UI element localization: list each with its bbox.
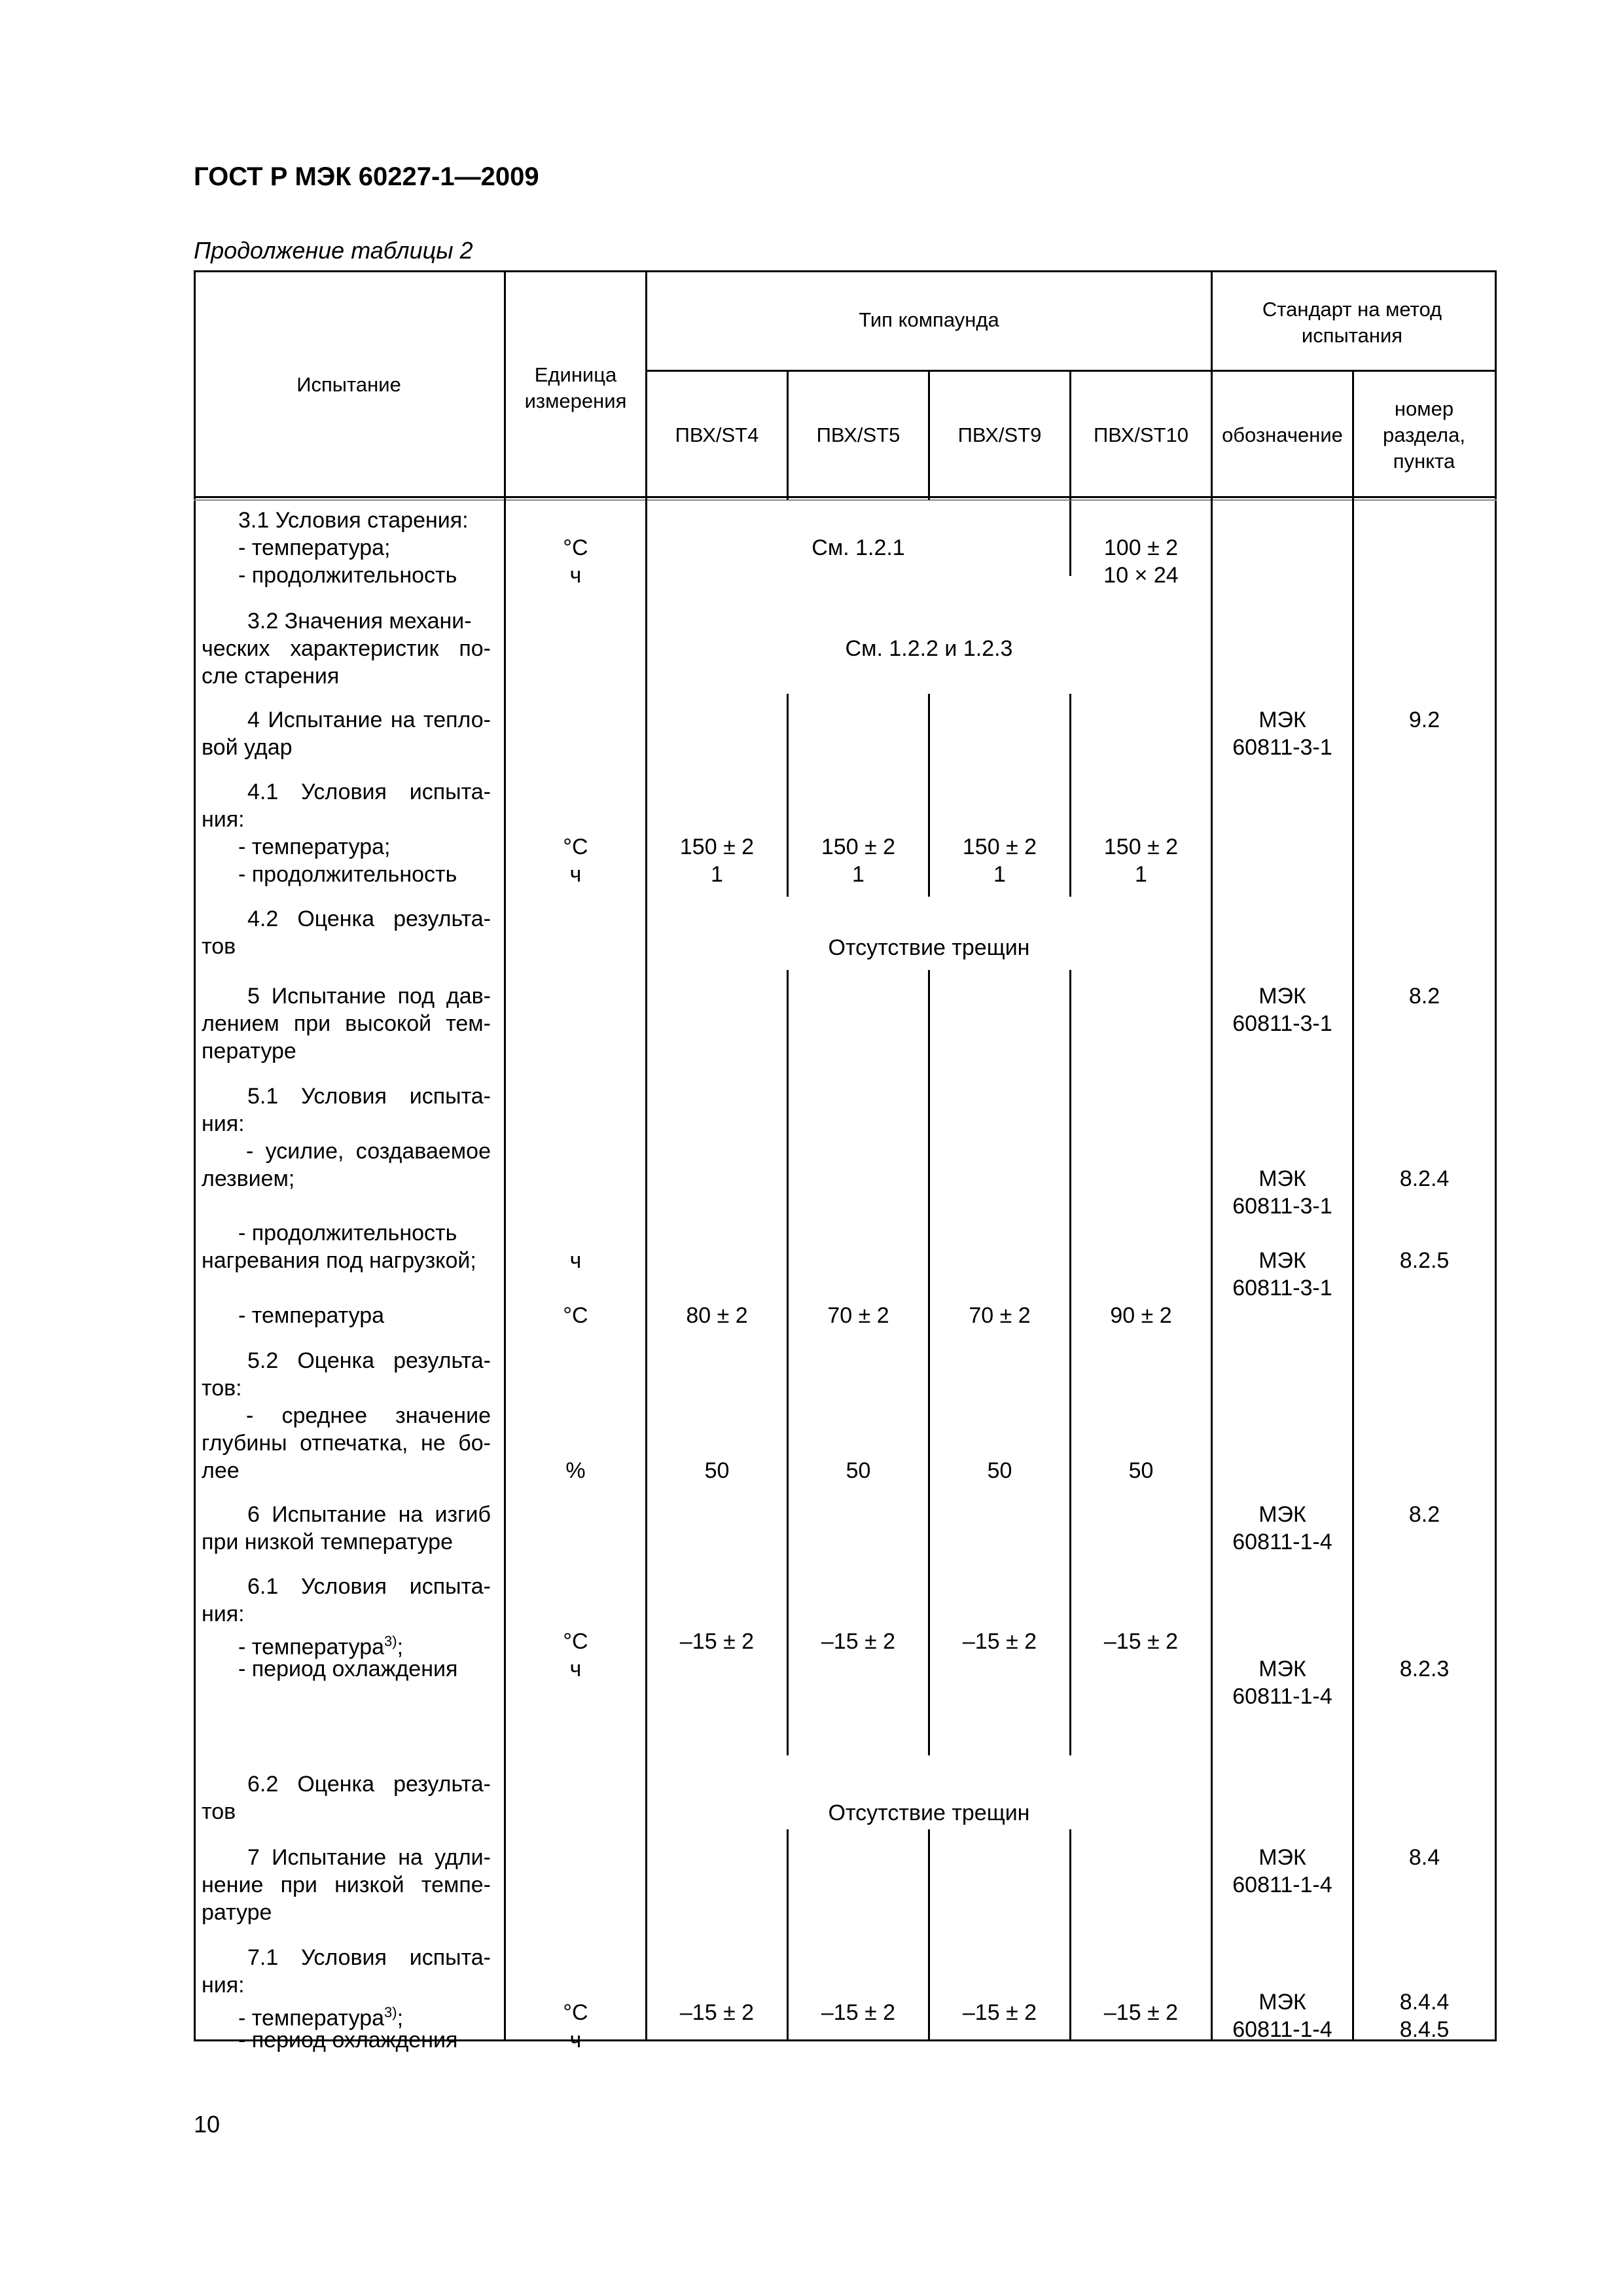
row-4-1-st5-temp: 150 ± 2 bbox=[821, 834, 896, 859]
row-5-1c-unit: °C bbox=[563, 1303, 588, 1328]
row-6-1-st9: –15 ± 2 bbox=[962, 1629, 1037, 1654]
row-6-1-temp-label: - температура bbox=[238, 1634, 385, 1660]
row-5-line3: пературе bbox=[202, 1039, 296, 1064]
row-7-1-st10: –15 ± 2 bbox=[1103, 2000, 1179, 2025]
row-7-std2: 60811-1-4 bbox=[1232, 1873, 1332, 1897]
row-6-2-line1: 6.2 Оценка результа- bbox=[247, 1772, 491, 1797]
row-6-1-st5: –15 ± 2 bbox=[821, 1629, 896, 1654]
row-5-std2: 60811-3-1 bbox=[1232, 1011, 1332, 1036]
row-7-1-st4: –15 ± 2 bbox=[679, 2000, 755, 2025]
row-6-1-unit-temp: °C bbox=[563, 1629, 588, 1654]
row-4-line1: 4 Испытание на тепло- bbox=[247, 708, 491, 732]
row-7-1-st9: –15 ± 2 bbox=[962, 2000, 1037, 2025]
row-3-1-dur: - продолжительность bbox=[238, 563, 457, 588]
row-5-section: 8.2 bbox=[1408, 984, 1440, 1009]
row-5-2-st10: 50 bbox=[1128, 1458, 1154, 1483]
row-6-2-span: Отсутствие трещин bbox=[828, 1801, 1030, 1825]
row-5-1c-st9: 70 ± 2 bbox=[969, 1303, 1031, 1328]
row-4-1-temp: - температура; bbox=[238, 834, 391, 859]
row-7-section: 8.4 bbox=[1408, 1845, 1440, 1870]
row-4-line2: вой удар bbox=[202, 735, 293, 760]
row-4-1-st10-temp: 150 ± 2 bbox=[1103, 834, 1179, 859]
row-7-line1: 7 Испытание на удли- bbox=[247, 1845, 491, 1870]
row-4-2-span: Отсутствие трещин bbox=[828, 935, 1030, 960]
header-test: Испытание bbox=[296, 373, 401, 396]
header-pvc-st10: ПВХ/ST10 bbox=[1094, 423, 1188, 446]
row-5-2-line1: 5.2 Оценка результа- bbox=[247, 1348, 491, 1373]
row-6-line1: 6 Испытание на изгиб bbox=[247, 1502, 491, 1527]
row-5-1c-st10: 90 ± 2 bbox=[1110, 1303, 1172, 1328]
table-border-top bbox=[194, 270, 1497, 272]
row-3-1-st10-temp: 100 ± 2 bbox=[1103, 535, 1179, 560]
row-3-1-span: См. 1.2.1 bbox=[812, 535, 905, 560]
row-5-line1: 5 Испытание под дав- bbox=[247, 984, 491, 1009]
header-method-standard: Стандарт на метод испытания bbox=[1262, 298, 1442, 347]
row-5-1b-section: 8.2.5 bbox=[1399, 1248, 1450, 1273]
row-6-1-section: 8.2.3 bbox=[1399, 1657, 1450, 1681]
row-6-1-line2: ния: bbox=[202, 1602, 245, 1626]
document-title: ГОСТ Р МЭК 60227-1—2009 bbox=[194, 162, 539, 191]
row-5-1-line2: ния: bbox=[202, 1111, 245, 1136]
row-3-2-span: См. 1.2.2 и 1.2.3 bbox=[845, 636, 1013, 661]
header-unit: Единица измерения bbox=[524, 363, 627, 412]
row-7-1-section1: 8.4.4 bbox=[1399, 1990, 1450, 2015]
row-4-std1: МЭК bbox=[1258, 708, 1306, 732]
row-5-2-st5: 50 bbox=[846, 1458, 871, 1483]
col-divider-section bbox=[1352, 370, 1354, 2041]
row-7-1-std2: 60811-1-4 bbox=[1232, 2017, 1332, 2042]
row-7-1-temp-label: - температура bbox=[238, 2005, 385, 2031]
row-5-1-line4: лезвием; bbox=[202, 1166, 295, 1191]
row-5-1-std1: МЭК bbox=[1258, 1166, 1306, 1191]
header-compound-type: Тип компаунда bbox=[859, 308, 999, 331]
row-7-1-line1: 7.1 Условия испыта- bbox=[247, 1945, 491, 1970]
row-5-2-st9: 50 bbox=[987, 1458, 1012, 1483]
row-4-1-unit-dur: ч bbox=[569, 862, 582, 887]
table-border-right bbox=[1495, 270, 1497, 2041]
row-3-1-title: 3.1 Условия старения: bbox=[238, 508, 469, 533]
header-designation: обозначение bbox=[1222, 423, 1343, 446]
row-5-1b-line1: - продолжительность bbox=[238, 1221, 457, 1246]
row-3-2-line1: 3.2 Значения механи- bbox=[247, 609, 472, 634]
row-7-line3: ратуре bbox=[202, 1900, 272, 1925]
row-6-1-cool: - период охлаждения bbox=[238, 1657, 458, 1681]
row-6-2-line2: тов bbox=[202, 1799, 236, 1824]
row-6-std2: 60811-1-4 bbox=[1232, 1530, 1332, 1554]
row-7-1-st5: –15 ± 2 bbox=[821, 2000, 896, 2025]
row-4-2-line1: 4.2 Оценка результа- bbox=[247, 906, 491, 931]
row-4-2-line2: тов bbox=[202, 934, 236, 959]
page-number: 10 bbox=[194, 2111, 221, 2138]
row-6-1-st4: –15 ± 2 bbox=[679, 1629, 755, 1654]
header-pvc-st4: ПВХ/ST4 bbox=[675, 423, 759, 446]
row-5-1b-std1: МЭК bbox=[1258, 1248, 1306, 1273]
row-5-std1: МЭК bbox=[1258, 984, 1306, 1009]
row-4-1-unit-temp: °C bbox=[563, 834, 588, 859]
row-3-2-line2: ческих характеристик по- bbox=[202, 636, 491, 661]
row-5-2-line3: - среднее значение bbox=[246, 1403, 491, 1428]
row-7-1-std1: МЭК bbox=[1258, 1990, 1306, 2015]
row-5-line2: лением при высокой тем- bbox=[202, 1011, 491, 1036]
row-4-1-st9-dur: 1 bbox=[993, 862, 1006, 887]
row-5-1b-line2: нагревания под нагрузкой; bbox=[202, 1248, 476, 1273]
row-6-1-std2: 60811-1-4 bbox=[1232, 1684, 1332, 1709]
row-6-line2: при низкой температуре bbox=[202, 1530, 453, 1554]
row-3-1-st10-dur: 10 × 24 bbox=[1103, 563, 1179, 588]
row-7-1-section2: 8.4.5 bbox=[1399, 2017, 1450, 2042]
row-3-1-unit-dur: ч bbox=[569, 563, 582, 588]
row-4-section: 9.2 bbox=[1408, 708, 1440, 732]
row-7-1-footnote: 3) bbox=[384, 2004, 397, 2020]
row-5-1-section: 8.2.4 bbox=[1399, 1166, 1450, 1191]
row-6-1-std1: МЭК bbox=[1258, 1657, 1306, 1681]
row-6-std1: МЭК bbox=[1258, 1502, 1306, 1527]
row-6-1-temp-end: ; bbox=[397, 1634, 404, 1660]
row-7-1-unit-temp: °C bbox=[563, 2000, 588, 2025]
table-caption: Продолжение таблицы 2 bbox=[194, 237, 473, 264]
row-5-1b-std2: 60811-3-1 bbox=[1232, 1276, 1332, 1300]
row-5-2-line2: тов: bbox=[202, 1376, 242, 1401]
row-4-1-dur: - продолжительность bbox=[238, 862, 457, 887]
row-6-1-line1: 6.1 Условия испыта- bbox=[247, 1574, 491, 1599]
row-5-1b-unit: ч bbox=[569, 1248, 582, 1273]
row-5-2-line4: глубины отпечатка, не бо- bbox=[202, 1431, 491, 1456]
row-6-1-unit-cool: ч bbox=[569, 1657, 582, 1681]
row-5-2-st4: 50 bbox=[704, 1458, 730, 1483]
row-4-1-st10-dur: 1 bbox=[1135, 862, 1147, 887]
row-4-1-line1: 4.1 Условия испыта- bbox=[247, 780, 491, 804]
header-divider bbox=[194, 496, 1497, 498]
row-4-1-line2: ния: bbox=[202, 807, 245, 832]
row-5-1-line3: - усилие, создаваемое bbox=[246, 1139, 491, 1164]
row-7-1-cool: - период охлаждения bbox=[238, 2028, 458, 2053]
row-4-1-st4-dur: 1 bbox=[711, 862, 723, 887]
row-7-1-line2: ния: bbox=[202, 1973, 245, 1998]
row-3-1-unit-temp: °C bbox=[563, 535, 588, 560]
header-divider-shadow bbox=[194, 499, 1497, 501]
row-3-2-line3: сле старения bbox=[202, 664, 340, 689]
row-7-1-temp-end: ; bbox=[397, 2005, 404, 2031]
row-4-1-st9-temp: 150 ± 2 bbox=[962, 834, 1037, 859]
row-5-1c-label: - температура bbox=[238, 1303, 385, 1328]
row-5-1-std2: 60811-3-1 bbox=[1232, 1194, 1332, 1219]
row-4-1-st4-temp: 150 ± 2 bbox=[679, 834, 755, 859]
row-5-1-line1: 5.1 Условия испыта- bbox=[247, 1084, 491, 1109]
test-requirements-table bbox=[194, 270, 1497, 2053]
row-5-1c-st5: 70 ± 2 bbox=[827, 1303, 889, 1328]
row-4-1-st5-dur: 1 bbox=[852, 862, 865, 887]
col-divider-standard bbox=[1211, 270, 1213, 2041]
row-6-section: 8.2 bbox=[1408, 1502, 1440, 1527]
row-4-std2: 60811-3-1 bbox=[1232, 735, 1332, 760]
row-5-2-unit: % bbox=[565, 1458, 586, 1483]
header-pvc-st5: ПВХ/ST5 bbox=[816, 423, 901, 446]
header-section-number: номер раздела, пункта bbox=[1383, 397, 1465, 473]
row-6-1-st10: –15 ± 2 bbox=[1103, 1629, 1179, 1654]
row-7-1-unit-cool: ч bbox=[569, 2028, 582, 2053]
row-5-2-line5: лее bbox=[202, 1458, 240, 1483]
row-3-1-temp: - температура; bbox=[238, 535, 391, 560]
row-7-line2: нение при низкой темпе- bbox=[202, 1873, 491, 1897]
row-5-1c-st4: 80 ± 2 bbox=[686, 1303, 748, 1328]
row-7-std1: МЭК bbox=[1258, 1845, 1306, 1870]
header-pvc-st9: ПВХ/ST9 bbox=[957, 423, 1042, 446]
row-6-1-footnote: 3) bbox=[384, 1633, 397, 1649]
